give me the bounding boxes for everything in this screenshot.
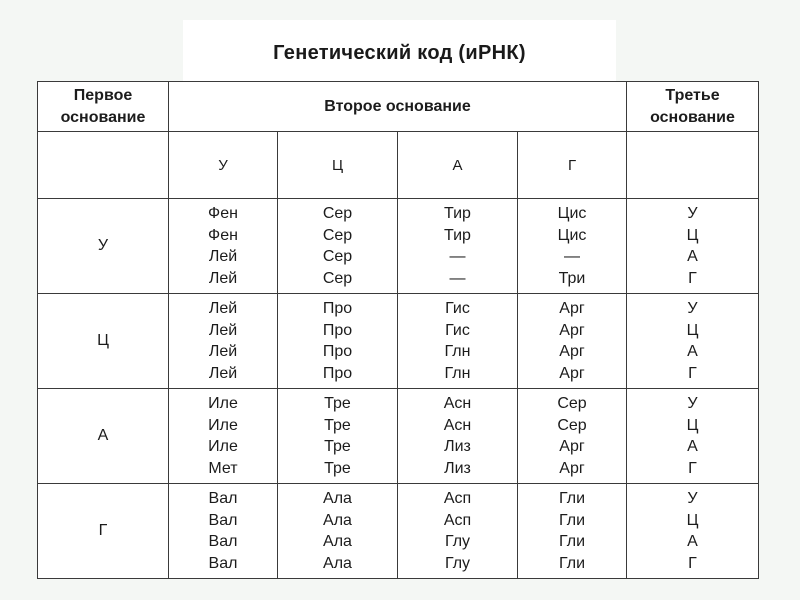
amino-acid: Гли (558, 490, 586, 507)
amino-acid: Лиз (444, 459, 471, 477)
amino-acid: Лей (208, 248, 238, 265)
header-row (38, 82, 759, 132)
genetic-code-table (37, 81, 759, 579)
amino-acid: Арг (559, 343, 585, 360)
amino-acid: Иле (208, 395, 238, 412)
third-base-label: У (687, 300, 698, 317)
amino-acid: Тир (444, 205, 471, 222)
amino-acid: Сер (557, 395, 587, 412)
empty-cell (38, 132, 169, 199)
amino-acid: Арг (559, 459, 585, 477)
third-base-cell (627, 389, 759, 484)
amino-acid: Фен (208, 205, 238, 222)
third-base-label: У (687, 395, 698, 412)
amino-acid: Иле (208, 416, 238, 434)
amino-acid-cell (278, 294, 398, 389)
first-base-label: Г (38, 484, 169, 579)
amino-acid: Тре (324, 438, 351, 455)
page-title: Генетический код (иРНК) (273, 42, 526, 64)
amino-acid-cell (398, 389, 518, 484)
amino-acid: Сер (557, 416, 587, 434)
amino-acid-cell (398, 199, 518, 294)
amino-acid: Лей (208, 364, 238, 382)
amino-acid-cell (169, 484, 278, 579)
second-base-label: Г (518, 132, 627, 199)
second-base-row (38, 132, 759, 199)
third-base-label: А (687, 343, 698, 360)
amino-acid-cell (169, 294, 278, 389)
amino-acid: Тре (324, 395, 351, 412)
amino-acid: Сер (322, 226, 353, 244)
amino-acid: Лиз (444, 438, 471, 455)
amino-acid: Асп (443, 490, 472, 507)
amino-acid: Про (322, 321, 353, 339)
codon-row (38, 484, 759, 579)
amino-acid: — (449, 269, 466, 287)
third-base-label: А (687, 248, 698, 265)
second-base-label: Ц (278, 132, 398, 199)
amino-acid-cell (278, 199, 398, 294)
amino-acid-cell (278, 484, 398, 579)
amino-acid: Вал (208, 533, 238, 550)
amino-acid: Про (322, 364, 353, 382)
amino-acid-cell (169, 389, 278, 484)
amino-acid-cell (518, 199, 627, 294)
amino-acid: Ала (323, 533, 352, 550)
amino-acid: Асп (443, 511, 472, 529)
amino-acid-cell (398, 484, 518, 579)
amino-acid: Вал (208, 511, 238, 529)
amino-acid-cell (398, 294, 518, 389)
amino-acid: Гли (558, 511, 586, 529)
amino-acid: Три (558, 269, 586, 287)
amino-acid: Тир (444, 226, 471, 244)
third-base-label: У (687, 490, 698, 507)
first-base-label: Ц (38, 294, 169, 389)
amino-acid: Глн (444, 343, 471, 360)
amino-acid: Асн (443, 416, 472, 434)
amino-acid: Фен (208, 226, 238, 244)
amino-acid: Вал (208, 554, 238, 572)
amino-acid: Гли (558, 554, 586, 572)
amino-acid: Тре (324, 459, 351, 477)
amino-acid-cell (518, 484, 627, 579)
codon-row (38, 294, 759, 389)
amino-acid: Ала (323, 511, 352, 529)
codon-row (38, 199, 759, 294)
amino-acid: Гис (445, 300, 470, 317)
third-base-label: Г (688, 554, 697, 572)
empty-cell (627, 132, 759, 199)
amino-acid-cell (278, 389, 398, 484)
amino-acid: — (449, 248, 466, 265)
amino-acid: Сер (322, 205, 353, 222)
third-base-label: Г (688, 459, 697, 477)
third-base-cell (627, 199, 759, 294)
third-base-label: Ц (686, 511, 699, 529)
third-base-cell (627, 484, 759, 579)
amino-acid: Иле (208, 438, 238, 455)
amino-acid: Лей (208, 321, 238, 339)
codon-row (38, 389, 759, 484)
amino-acid: Цис (557, 226, 587, 244)
amino-acid: — (564, 248, 580, 265)
amino-acid: Глу (444, 554, 471, 572)
amino-acid: Ала (323, 490, 352, 507)
amino-acid: Тре (324, 416, 351, 434)
amino-acid: Вал (208, 490, 238, 507)
third-base-label: Г (688, 269, 697, 287)
amino-acid: Сер (322, 248, 353, 265)
third-base-label: Ц (686, 321, 699, 339)
third-base-label: А (687, 533, 698, 550)
amino-acid: Сер (322, 269, 353, 287)
amino-acid-cell (518, 294, 627, 389)
third-base-label: Ц (686, 226, 699, 244)
header-first-base: Первое основание (38, 82, 169, 132)
amino-acid: Арг (559, 438, 585, 455)
second-base-label: У (169, 132, 278, 199)
header-second-base: Второе основание (169, 82, 627, 132)
third-base-label: У (687, 205, 698, 222)
third-base-label: Г (688, 364, 697, 382)
third-base-label: Ц (686, 416, 699, 434)
amino-acid: Глн (444, 364, 471, 382)
first-base-label: А (38, 389, 169, 484)
amino-acid: Арг (559, 364, 585, 382)
second-base-label: А (398, 132, 518, 199)
amino-acid: Лей (208, 300, 238, 317)
amino-acid: Глу (444, 533, 471, 550)
third-base-cell (627, 294, 759, 389)
amino-acid: Гли (558, 533, 586, 550)
amino-acid: Про (322, 300, 353, 317)
amino-acid: Гис (445, 321, 470, 339)
amino-acid: Мет (208, 459, 238, 477)
amino-acid-cell (169, 199, 278, 294)
amino-acid: Ала (323, 554, 352, 572)
codon-groups (38, 199, 759, 579)
amino-acid: Арг (559, 300, 585, 317)
header-third-base: Третье основание (627, 82, 759, 132)
first-base-label: У (38, 199, 169, 294)
amino-acid: Лей (208, 269, 238, 287)
amino-acid: Про (322, 343, 353, 360)
amino-acid: Асн (443, 395, 472, 412)
amino-acid: Лей (208, 343, 238, 360)
third-base-label: А (687, 438, 698, 455)
amino-acid-cell (518, 389, 627, 484)
amino-acid: Цис (557, 205, 587, 222)
amino-acid: Арг (559, 321, 585, 339)
